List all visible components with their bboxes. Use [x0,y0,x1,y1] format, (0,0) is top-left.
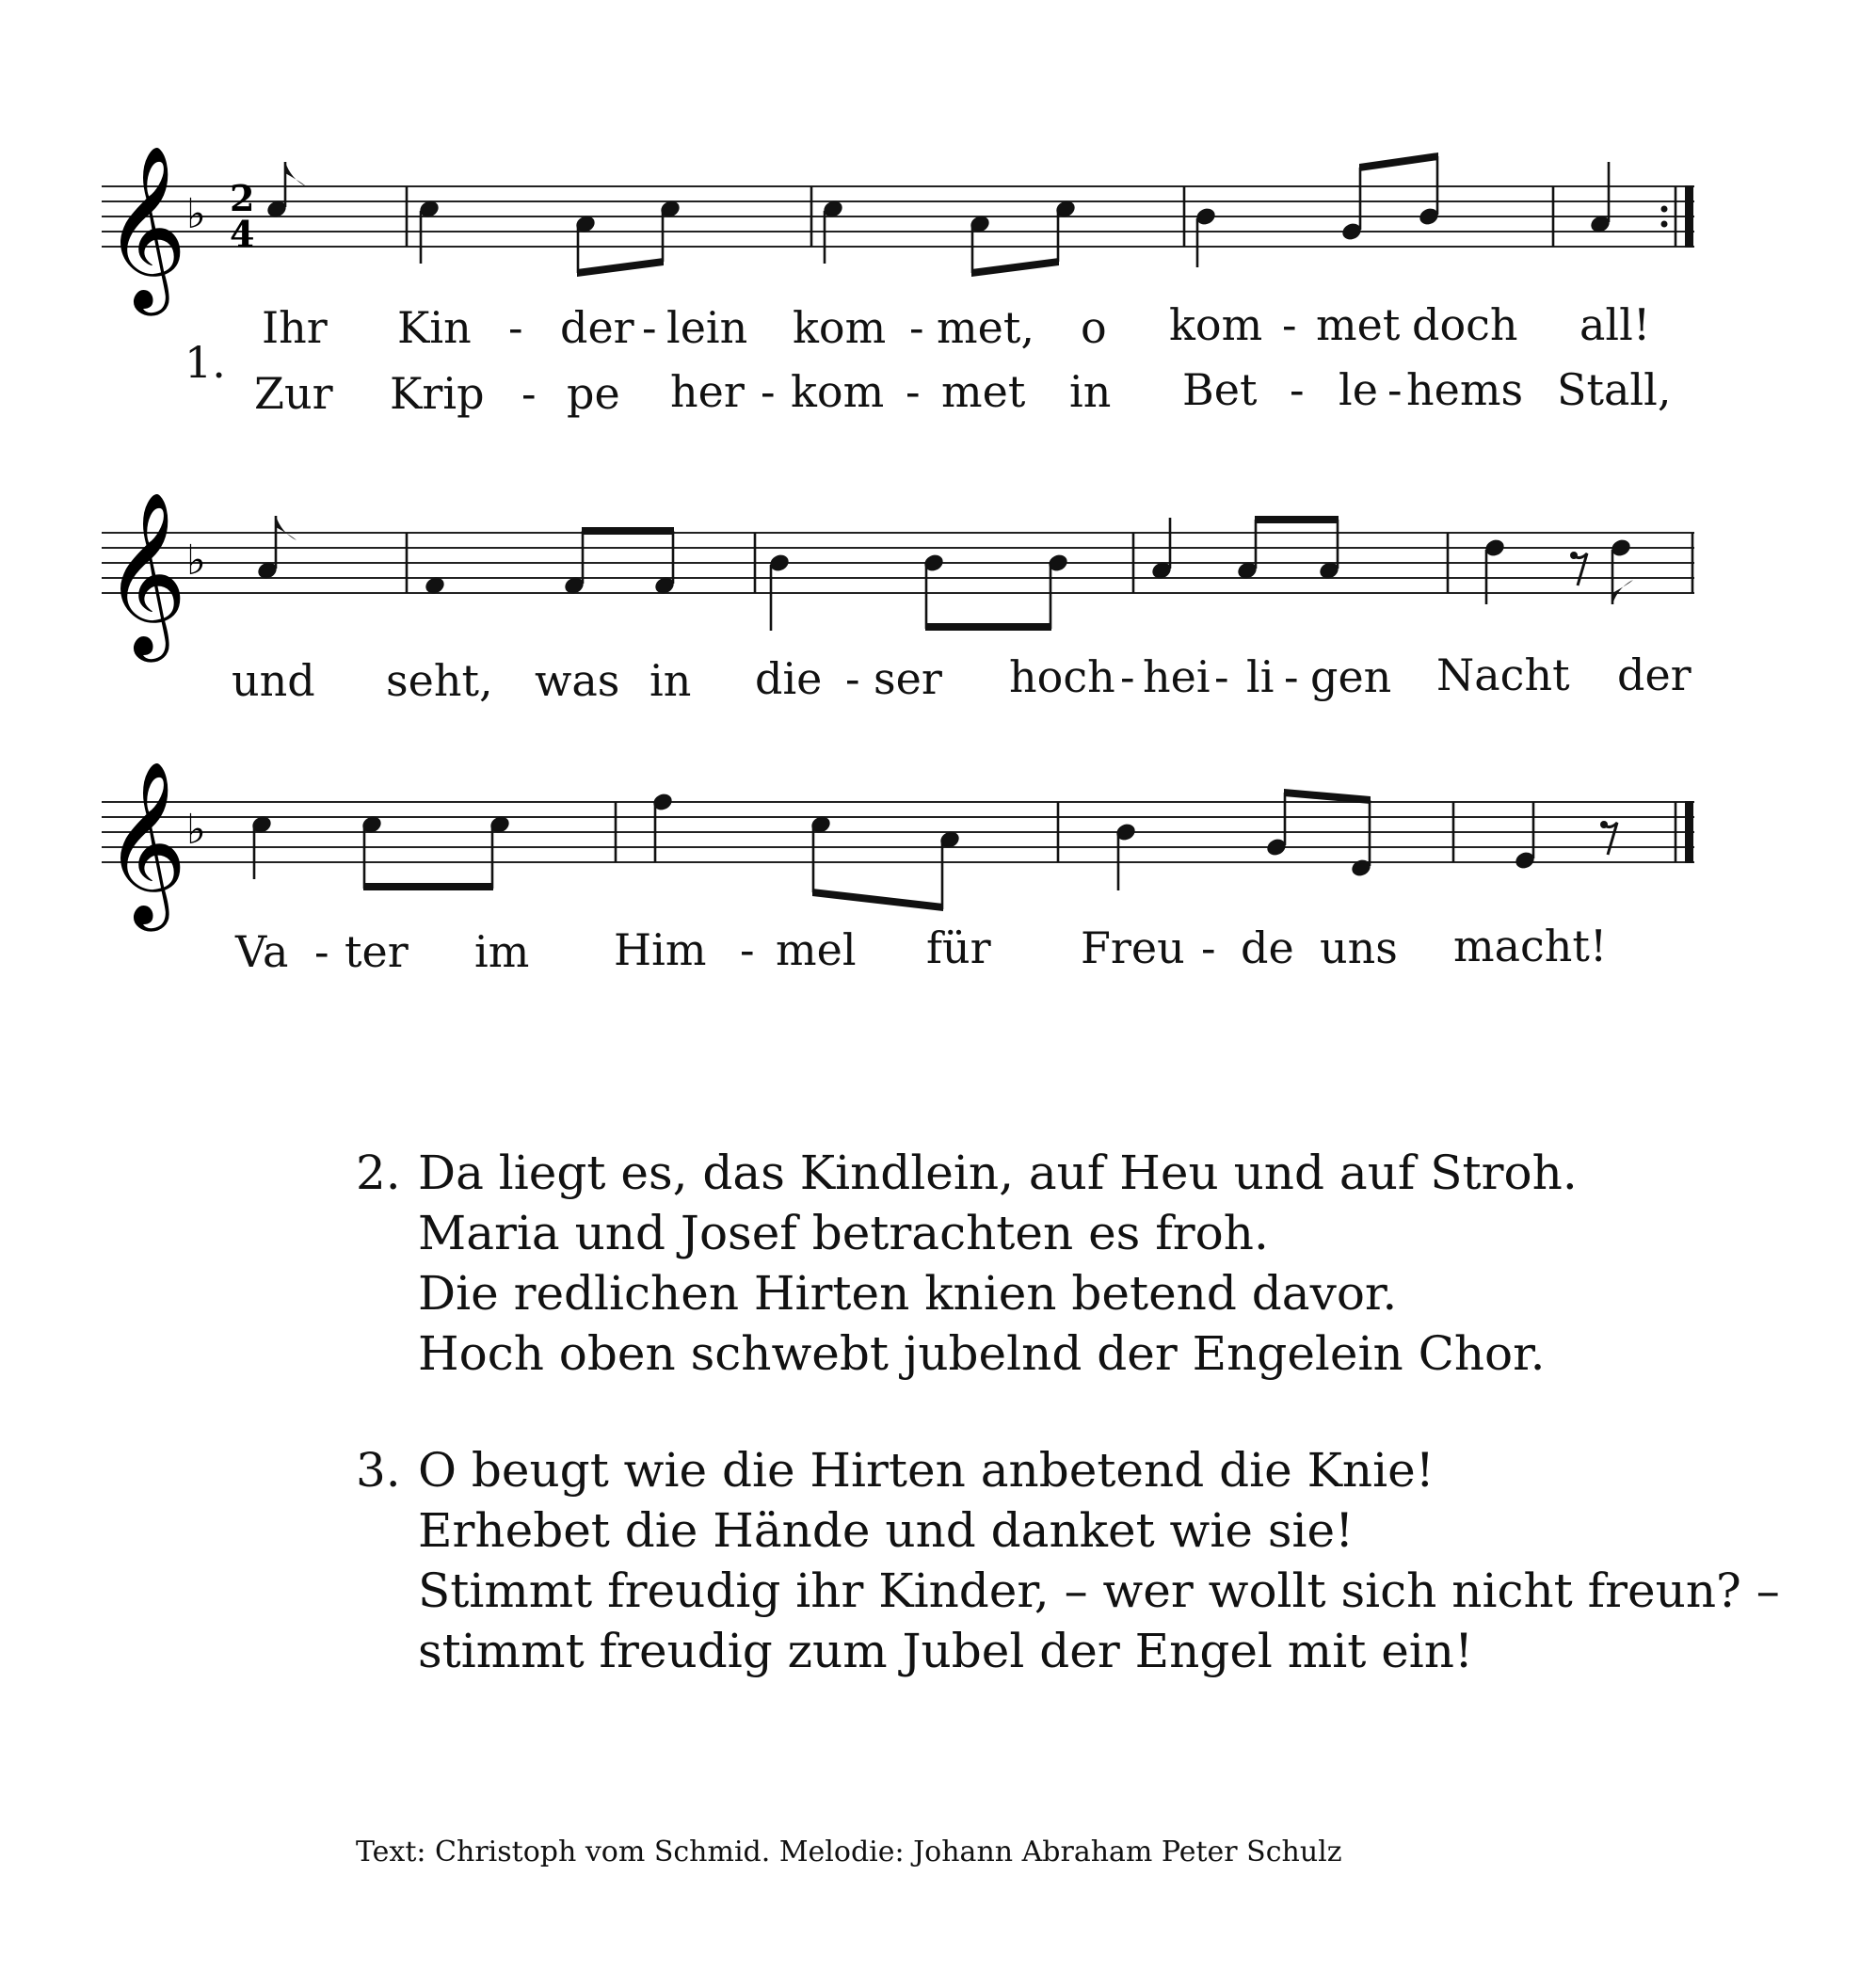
lyric-syllable: o [1081,302,1107,353]
beamed-notes [574,199,682,277]
treble-clef-icon: 𝄞 [104,145,187,309]
lyric-hyphen: - [1282,299,1297,350]
time-signature-numerator: 2 [230,177,255,219]
lyric-syllable: Stall, [1557,364,1672,415]
lyric-hyphen: - [1284,651,1299,702]
lyric-hyphen: - [508,302,523,353]
verse-line: Stimmt freudig ihr Kinder, – wer wollt sich nicht freun? – [418,1563,1780,1618]
lyric-syllable: mel [776,924,857,975]
lyric-syllable: li [1246,651,1275,702]
note [651,792,675,862]
lyric-syllable: Ihr [262,302,328,353]
repeat-dot [1661,206,1668,213]
lyric-syllable: de [1241,922,1294,973]
staff-system-2 [102,491,1694,663]
lyric-syllable: Nacht [1436,649,1570,700]
lyric-syllable: hems [1406,364,1524,415]
note [1150,518,1174,581]
lyric-syllable: ter [345,926,409,977]
note [265,162,306,219]
verse-line: O beugt wie die Hirten anbetend die Knie! [418,1443,1435,1498]
lyric-syllable: in [1069,366,1112,417]
flat-sign-icon: ♭ [186,190,206,238]
note [1195,206,1218,267]
lyric-syllable: all! [1579,299,1651,350]
lyric-syllable: doch [1412,299,1518,350]
lyric-hyphen: - [740,924,755,975]
lyric-hyphen: - [1201,922,1216,973]
lyric-hyphen: - [1387,364,1403,415]
lyric-syllable: met [941,366,1026,417]
note [1589,162,1612,234]
verse-line: Hoch oben schwebt jubelnd der Engelein Chor. [418,1326,1546,1381]
note [1514,802,1537,871]
lyric-syllable: uns [1320,922,1398,973]
lyric-syllable: seht, [386,655,493,706]
verse-number: 2. [356,1146,401,1200]
eighth-rest-icon [1570,552,1587,585]
credit-line: Text: Christoph vom Schmid. Melodie: Johann Abraham Peter Schulz [356,1836,1342,1868]
verse-line: Maria und Josef betrachten es froh. [418,1206,1269,1260]
time-signature-denominator: 4 [230,213,255,255]
verse-line: Die redlichen Hirten knien betend davor. [418,1266,1398,1321]
beamed-notes [563,527,677,596]
lyric-syllable: der [1617,649,1692,700]
verse-line: Erhebet die Hände und danket wie sie! [418,1503,1355,1558]
beamed-notes [922,553,1070,631]
lyric-syllable: Va [235,926,289,977]
lyric-hyphen: - [906,366,921,417]
treble-clef-icon: 𝄞 [104,491,187,655]
lyric-syllable: hei [1143,651,1211,702]
lyric-syllable: macht! [1453,921,1608,971]
final-barline [1685,185,1693,248]
lyric-hyphen: - [521,368,537,419]
beamed-notes [1340,152,1441,242]
lyric-syllable: der [560,302,634,353]
flat-sign-icon: ♭ [186,806,206,854]
lyric-syllable: ser [874,653,942,704]
lyric-hyphen: - [909,302,924,353]
verse-number: 3. [356,1443,401,1498]
lyric-hyphen: - [1214,651,1229,702]
lyric-hyphen: - [642,302,657,353]
flat-sign-icon: ♭ [186,537,206,585]
note [1483,537,1507,604]
verse-1-number: 1. [184,337,226,388]
lyric-syllable: le [1339,364,1378,415]
lyric-syllable: lein [666,302,748,353]
beamed-notes [361,814,512,890]
note [768,553,792,631]
verse-line: Da liegt es, das Kindlein, auf Heu und auf Stroh. [418,1146,1578,1200]
lyric-syllable: die [755,653,823,704]
lyric-syllable: kom [793,302,887,353]
verse-line: stimmt freudig zum Jubel der Engel mit ein! [418,1624,1474,1678]
lyric-syllable: Kin [397,302,472,353]
lyric-syllable: für [926,922,991,973]
lyric-syllable: kom [791,366,885,417]
lyric-syllable: Krip [390,368,485,419]
lyric-syllable: Freu [1081,922,1185,973]
note [1610,537,1633,604]
lyric-syllable: was [535,655,620,706]
lyric-hyphen: - [845,653,860,704]
lyric-syllable: im [474,926,530,977]
lyric-syllable: kom [1169,299,1263,350]
lyric-syllable: Zur [254,368,333,419]
beamed-notes [969,199,1078,277]
eighth-rest-icon [1600,821,1617,855]
lyric-syllable: in [649,655,692,706]
lyric-syllable: gen [1310,651,1392,702]
repeat-dot [1661,221,1668,228]
lyric-syllable: pe [567,368,620,419]
lyric-syllable: met [1316,299,1401,350]
staff-system-1 [102,145,1694,316]
lyric-syllable: met, [937,302,1034,353]
lyric-hyphen: - [1120,651,1135,702]
lyric-hyphen: - [761,366,776,417]
lyric-hyphen: - [1290,364,1305,415]
staff-system-3 [102,761,1694,932]
final-barline [1685,801,1693,863]
lyric-hyphen: - [314,926,329,977]
lyric-syllable: Him [614,924,707,975]
lyric-syllable: Bet [1182,364,1258,415]
lyric-syllable: hoch [1009,651,1115,702]
lyric-syllable: her [670,366,745,417]
treble-clef-icon: 𝄞 [104,761,187,924]
lyric-syllable: und [232,655,315,706]
note [1114,822,1138,890]
